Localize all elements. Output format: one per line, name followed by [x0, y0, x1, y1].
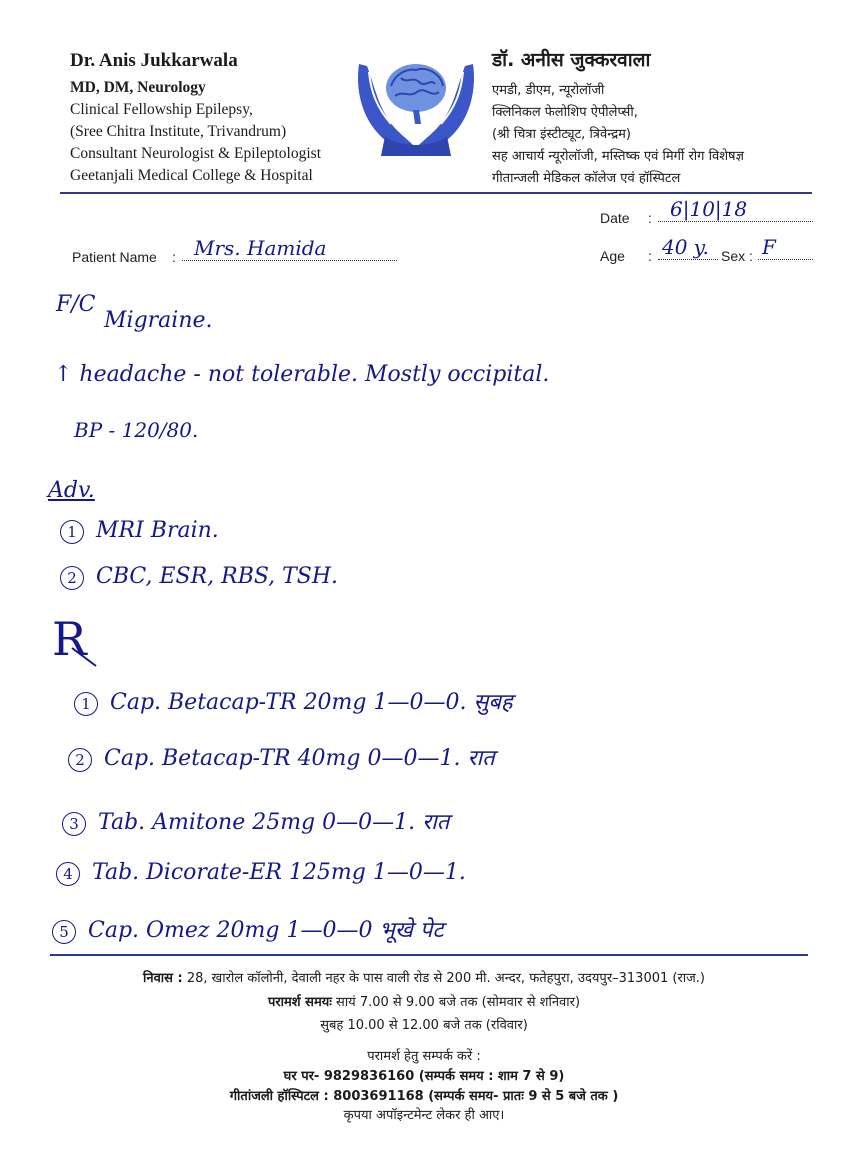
- doctor-name-hi: डॉ. अनीस जुक्करवाला: [492, 49, 651, 71]
- age-colon: :: [648, 248, 652, 264]
- address-line: [0, 968, 848, 986]
- sex-value: F: [762, 235, 776, 259]
- rx-stroke-icon: [70, 646, 100, 670]
- appointment-note: कृपया अपॉइन्टमेन्ट लेकर ही आए।: [343, 1108, 505, 1123]
- prescription-text: Cap. Betacap-TR 20mg 1—0—0. सुबह: [110, 690, 513, 715]
- prescription-item: [62, 806, 449, 836]
- date-value: 6|10|18: [670, 197, 748, 221]
- prescription-item: [68, 742, 495, 772]
- rx-symbol: R: [52, 612, 87, 666]
- sex-label: Sex :: [721, 248, 753, 264]
- patient-name-label: Patient Name: [72, 249, 157, 265]
- hours-label: परामर्श समयः: [267, 995, 332, 1010]
- age-label: Age: [600, 248, 625, 264]
- hospital-phone: गीतांजली हॉस्पिटल : 8003691168 (सम्पर्क समय- प्रातः 9 से 5 बजे तक ): [229, 1089, 619, 1104]
- bp-note: BP - 120/80.: [74, 418, 199, 442]
- hours-text: सायं 7.00 से 9.00 बजे तक (सोमवार से शनिवार): [336, 995, 581, 1010]
- age-value: 40 y.: [662, 235, 709, 259]
- hours-line: [0, 992, 848, 1010]
- hospital-line: Geetanjali Medical College & Hospital: [70, 167, 313, 184]
- brain-in-hands-icon: [355, 52, 477, 160]
- fellowship-line-hi: क्लिनिकल फेलोशिप ऐपीलेप्सी,: [492, 105, 638, 120]
- designation-line-hi: सह आचार्य न्यूरोलॉजी, मस्तिष्क एवं मिर्गी रोग विशेषज्ञ: [492, 149, 744, 164]
- prescription-number: 3: [62, 812, 86, 836]
- fellowship-line: Clinical Fellowship Epilepsy,: [70, 101, 253, 118]
- degree-line-hi: एमडी, डीएम, न्यूरोलॉजी: [492, 83, 605, 98]
- prescription-text: Cap. Betacap-TR 40mg 0—0—1. रात: [104, 746, 495, 771]
- date-colon: :: [648, 210, 652, 226]
- prescription-item: [52, 914, 443, 944]
- prescription-text: Tab. Dicorate-ER 125mg 1—0—1.: [92, 860, 466, 885]
- advice-text: CBC, ESR, RBS, TSH.: [96, 564, 339, 589]
- sex-field: [758, 235, 813, 260]
- degree-line: MD, DM, Neurology: [70, 79, 206, 96]
- age-field: [658, 235, 718, 260]
- address-label: निवास :: [142, 971, 183, 986]
- patient-name-field: [182, 236, 397, 261]
- contact-heading: परामर्श हेतु सम्पर्क करें :: [367, 1049, 481, 1064]
- prescription-number: 5: [52, 920, 76, 944]
- patient-name-value: Mrs. Hamida: [194, 236, 327, 260]
- header-divider: [60, 192, 812, 194]
- fc-label: F/C: [56, 292, 96, 317]
- designation-line: Consultant Neurologist & Epileptologist: [70, 145, 322, 162]
- prescription-item: [56, 860, 466, 886]
- prescription-number: 2: [68, 748, 92, 772]
- patient-name-colon: :: [172, 249, 176, 265]
- prescription-text: Cap. Omez 20mg 1—0—0 भूखे पेट: [88, 918, 444, 943]
- hospital-line-hi: गीतान्जली मेडिकल कॉलेज एवं हॉस्पिटल: [492, 171, 681, 186]
- institute-line-hi: (श्री चित्रा इंस्टीट्यूट, त्रिवेन्द्रम): [492, 127, 631, 142]
- fc-value: Migraine.: [104, 308, 213, 333]
- prescription-number: 4: [56, 862, 80, 886]
- prescription-item: [74, 686, 513, 716]
- advice-number: 1: [60, 520, 84, 544]
- advice-item: [60, 518, 219, 544]
- date-field: [658, 197, 813, 222]
- address-text: 28, खारोल कॉलोनी, देवाली नहर के पास वाली रोड से 200 मी. अन्दर, फतेहपुरा, उदयपुर–313001 (राज.): [186, 971, 705, 986]
- institute-line: (Sree Chitra Institute, Trivandrum): [70, 123, 287, 140]
- prescription-text: Tab. Amitone 25mg 0—0—1. रात: [98, 810, 450, 835]
- advice-label: Adv.: [48, 478, 95, 503]
- advice-text: MRI Brain.: [96, 518, 219, 543]
- footer-divider: [50, 954, 808, 956]
- complaint-note: ↑ headache - not tolerable. Mostly occipital.: [54, 362, 550, 387]
- home-phone: घर पर- 9829836160 (सम्पर्क समय : शाम 7 से 9): [283, 1069, 565, 1084]
- doctor-name-en: Dr. Anis Jukkarwala: [70, 50, 238, 71]
- advice-item: [60, 564, 338, 590]
- prescription-number: 1: [74, 692, 98, 716]
- date-label: Date: [600, 210, 630, 226]
- hours-sunday: सुबह 10.00 से 12.00 बजे तक (रविवार): [320, 1018, 528, 1033]
- advice-number: 2: [60, 566, 84, 590]
